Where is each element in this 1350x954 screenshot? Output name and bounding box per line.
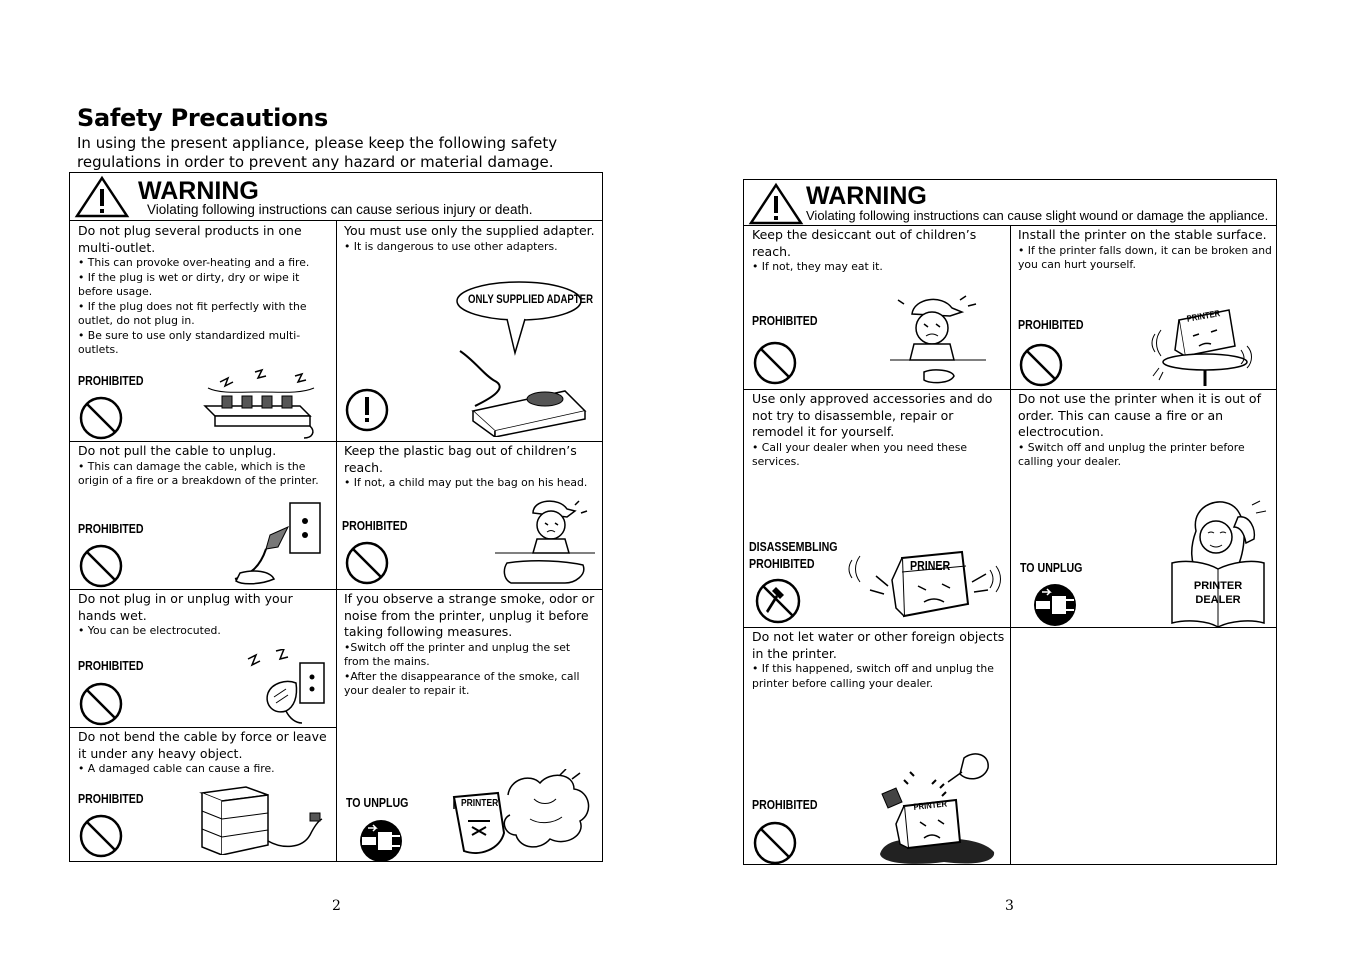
cell-title: Do not let water or other foreign objects in the printer. xyxy=(752,629,1005,661)
wet-hands-illustration xyxy=(246,649,330,725)
disassembling-label: DISASSEMBLING xyxy=(749,540,838,554)
cell-bullet: • Be sure to use only standardized multi-outlets. xyxy=(78,328,301,356)
cell-bullet: • If this happened, switch off and unplug the printer before calling your dealer. xyxy=(752,662,994,690)
dealer-text-line: DEALER xyxy=(1195,594,1241,606)
prohibited-label: PROHIBITED xyxy=(78,374,144,388)
cell-title: Keep the desiccant out of children’s reach. xyxy=(752,227,977,259)
prohibited-label: PROHIBITED xyxy=(78,659,144,673)
dealer-text-line: PRINTER xyxy=(1193,580,1243,592)
printer-illustration-text: PRINTER xyxy=(913,798,948,812)
precaution-plastic-bag xyxy=(344,443,598,503)
warning-header xyxy=(70,173,602,221)
to-unplug-label: TO UNPLUG xyxy=(1020,561,1083,575)
warning-header xyxy=(744,180,1276,226)
precaution-water-objects xyxy=(752,629,1006,709)
cell-bullet: • A damaged cable can cause a fire. xyxy=(78,762,275,775)
prohibited-icon xyxy=(752,340,798,386)
cell-bullet: • It is dangerous to use other adapters. xyxy=(344,239,558,253)
cell-title: Do not plug several products in one multi-outlet. xyxy=(78,223,302,255)
precaution-supplied-adapter xyxy=(344,223,598,283)
unplug-icon xyxy=(1032,582,1078,628)
cell-title: Do not bend the cable by force or leave it under any heavy object. xyxy=(78,729,327,761)
cell-title: Keep the plastic bag out of children’s reach. xyxy=(344,443,577,475)
precaution-wet-hands xyxy=(78,591,332,651)
disassembly-prohibited-icon xyxy=(754,577,802,625)
warning-subtitle: Violating following instructions can cause slight wound or damage the appliance. xyxy=(806,208,1269,223)
printer-illustration-text: PRINTER xyxy=(1186,308,1221,324)
printer-illustration-text: PRINER xyxy=(910,559,951,573)
unplug-icon xyxy=(358,818,404,864)
cell-bullet: • If the plug is wet or dirty, dry or wipe it before usage. xyxy=(78,270,300,298)
heavy-object-cable-illustration xyxy=(192,783,327,855)
cell-bullet: • If not, they may eat it. xyxy=(752,260,883,273)
page-intro: In using the present appliance, please keep the following safety regulations in order to prevent any hazard or material damage. xyxy=(77,134,558,171)
cell-bullet: •After the disappearance of the smoke, call your dealer to repair it. xyxy=(344,669,580,697)
child-desiccant-illustration xyxy=(890,292,990,388)
page-number-left: 2 xyxy=(332,898,341,914)
prohibited-icon xyxy=(752,820,798,866)
caution-icon xyxy=(344,387,390,433)
child-bag-illustration xyxy=(495,495,601,587)
warning-triangle-icon xyxy=(74,175,130,219)
cell-bullet: • This can damage the cable, which is the origin of a fire or a breakdown of the printer. xyxy=(78,459,319,487)
precaution-smoke-odor xyxy=(344,591,598,711)
cell-title: Do not pull the cable to unplug. xyxy=(78,443,277,458)
prohibited-label: PROHIBITED xyxy=(749,557,815,571)
page-number-right: 3 xyxy=(1005,898,1014,914)
cell-bullet: • If the printer falls down, it can be broken and you can hurt yourself. xyxy=(1018,243,1272,271)
cell-bullet: •Switch off the printer and unplug the set from the mains. xyxy=(344,640,571,668)
warning-panel-left xyxy=(69,172,603,862)
prohibited-label: PROHIBITED xyxy=(78,522,144,536)
smoking-printer-illustration xyxy=(450,769,595,861)
cell-title: Do not plug in or unplug with your hands wet. xyxy=(78,591,293,623)
prohibited-label: PROHIBITED xyxy=(342,519,408,533)
prohibited-icon xyxy=(78,395,124,441)
pull-cable-illustration xyxy=(230,497,326,587)
precaution-stable-surface xyxy=(1018,227,1272,287)
precaution-bend-cable xyxy=(78,729,332,789)
prohibited-label: PROHIBITED xyxy=(752,798,818,812)
adapter-bubble-text: ONLY SUPPLIED ADAPTER xyxy=(468,292,594,306)
prohibited-icon xyxy=(78,681,124,727)
cell-bullet: • This can provoke over-heating and a fire. xyxy=(78,256,310,269)
cell-bullet: • If the plug does not fit perfectly with the outlet, do not plug in. xyxy=(78,299,307,327)
precaution-out-of-order xyxy=(1018,391,1272,491)
precaution-disassemble xyxy=(752,391,1006,491)
warning-triangle-icon xyxy=(748,182,804,226)
multi-outlet-illustration xyxy=(200,368,320,440)
printer-illustration-text: PRINTER xyxy=(461,798,499,809)
prohibited-label: PROHIBITED xyxy=(78,792,144,806)
sad-printer-illustration xyxy=(846,546,1008,626)
printer-dealer-text xyxy=(1178,579,1258,607)
precaution-desiccant xyxy=(752,227,1006,287)
warning-title: WARNING xyxy=(138,177,259,205)
prohibited-icon xyxy=(78,543,124,589)
cell-title: If you observe a strange smoke, odor or noise from the printer, unplug it before taking following measures. xyxy=(344,591,595,639)
prohibited-icon xyxy=(78,813,124,859)
prohibited-icon xyxy=(1018,342,1064,388)
warning-subtitle: Violating following instructions can cause serious injury or death. xyxy=(147,202,533,217)
cell-title: You must use only the supplied adapter. xyxy=(344,223,595,238)
cell-title: Do not use the printer when it is out of order. This can cause a fire or an electrocution. xyxy=(1018,391,1261,439)
warning-title: WARNING xyxy=(806,182,927,210)
cell-title: Install the printer on the stable surface. xyxy=(1018,227,1267,242)
warning-panel-right xyxy=(743,179,1277,865)
page-title: Safety Precautions xyxy=(77,104,329,132)
cell-bullet: • Call your dealer when you need these services. xyxy=(752,440,967,468)
prohibited-label: PROHIBITED xyxy=(1018,318,1084,332)
to-unplug-label: TO UNPLUG xyxy=(346,796,409,810)
cell-bullet: • If not, a child may put the bag on his head. xyxy=(344,476,588,489)
cell-bullet: • Switch off and unplug the printer before calling your dealer. xyxy=(1018,440,1245,468)
cell-title: Use only approved accessories and do not try to disassemble, repair or remodel it for yourself. xyxy=(752,391,993,439)
prohibited-icon xyxy=(344,540,390,586)
prohibited-label: PROHIBITED xyxy=(752,314,818,328)
cell-bullet: • You can be electrocuted. xyxy=(78,624,221,637)
